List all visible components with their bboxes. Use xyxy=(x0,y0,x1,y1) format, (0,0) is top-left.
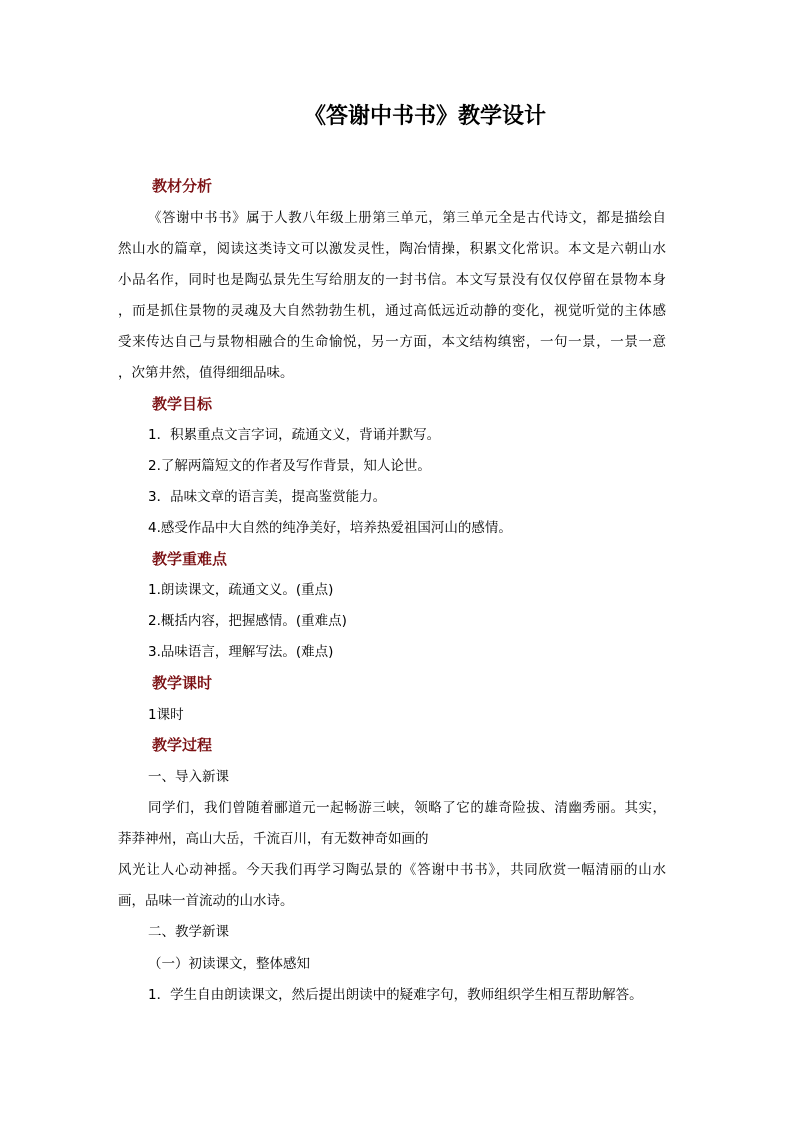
analysis-line-6: ，次第井然，值得细细品味。 xyxy=(118,365,294,381)
analysis-line-4: ，而是抓住景物的灵魂及大自然勃勃生机，通过高低远近动静的变化，视觉听觉的主体感 xyxy=(118,303,666,319)
process-part1-line-1: 同学们，我们曾随着郦道元一起畅游三峡，领略了它的雄奇险拔、清幽秀丽。其实， xyxy=(148,800,666,816)
hours-text: 1课时 xyxy=(148,707,184,723)
heading-keypoints: 教学重难点 xyxy=(152,550,228,568)
heading-goals: 教学目标 xyxy=(152,395,213,413)
document-title: 《答谢中书书》教学设计 xyxy=(303,104,546,129)
analysis-line-3: 小品名作，同时也是陶弘景先生写给朋友的一封书信。本文写景没有仅仅停留在景物本身 xyxy=(118,272,666,288)
keypoint-item-2: 2.概括内容，把握感情。(重难点) xyxy=(148,613,347,629)
analysis-line-2: 然山水的篇章，阅读这类诗文可以激发灵性，陶冶情操，积累文化常识。本文是六朝山水 xyxy=(118,241,666,257)
process-part2-item-1: 1．学生自由朗读课文，然后提出朗读中的疑难字句，教师组织学生相互帮助解答。 xyxy=(148,987,643,1003)
heading-process: 教学过程 xyxy=(152,736,213,754)
keypoint-item-1: 1.朗读课文，疏通文义。(重点) xyxy=(148,582,334,598)
goal-item-3: 3．品味文章的语言美，提高鉴赏能力。 xyxy=(148,489,387,505)
process-part2-subtitle: （一）初读课文，整体感知 xyxy=(148,956,310,972)
process-part1-line-3: 风光让人心动神摇。今天我们再学习陶弘景的《答谢中书书》，共同欣赏一幅清丽的山水 xyxy=(118,862,666,878)
keypoint-item-3: 3.品味语言，理解写法。(难点) xyxy=(148,644,334,660)
heading-hours: 教学课时 xyxy=(152,674,213,692)
analysis-line-1: 《答谢中书书》属于人教八年级上册第三单元，第三单元全是古代诗文，都是描绘自 xyxy=(148,210,666,226)
heading-analysis: 教材分析 xyxy=(152,177,213,195)
process-part1-title: 一、导入新课 xyxy=(148,769,229,785)
process-part1-line-4: 画，品味一首流动的山水诗。 xyxy=(118,893,294,909)
goal-item-4: 4.感受作品中大自然的纯净美好，培养热爱祖国河山的感情。 xyxy=(148,520,512,536)
goal-item-1: 1．积累重点文言字词，疏通文义，背诵并默写。 xyxy=(148,427,441,443)
process-part1-line-2: 莽莽神州，高山大岳，千流百川，有无数神奇如画的 xyxy=(118,831,429,847)
analysis-line-5: 受来传达自己与景物相融合的生命愉悦，另一方面，本文结构缜密，一句一景，一景一意 xyxy=(118,334,666,350)
goal-item-2: 2.了解两篇短文的作者及写作背景，知人论世。 xyxy=(148,458,431,474)
process-part2-title: 二、教学新课 xyxy=(148,924,229,940)
